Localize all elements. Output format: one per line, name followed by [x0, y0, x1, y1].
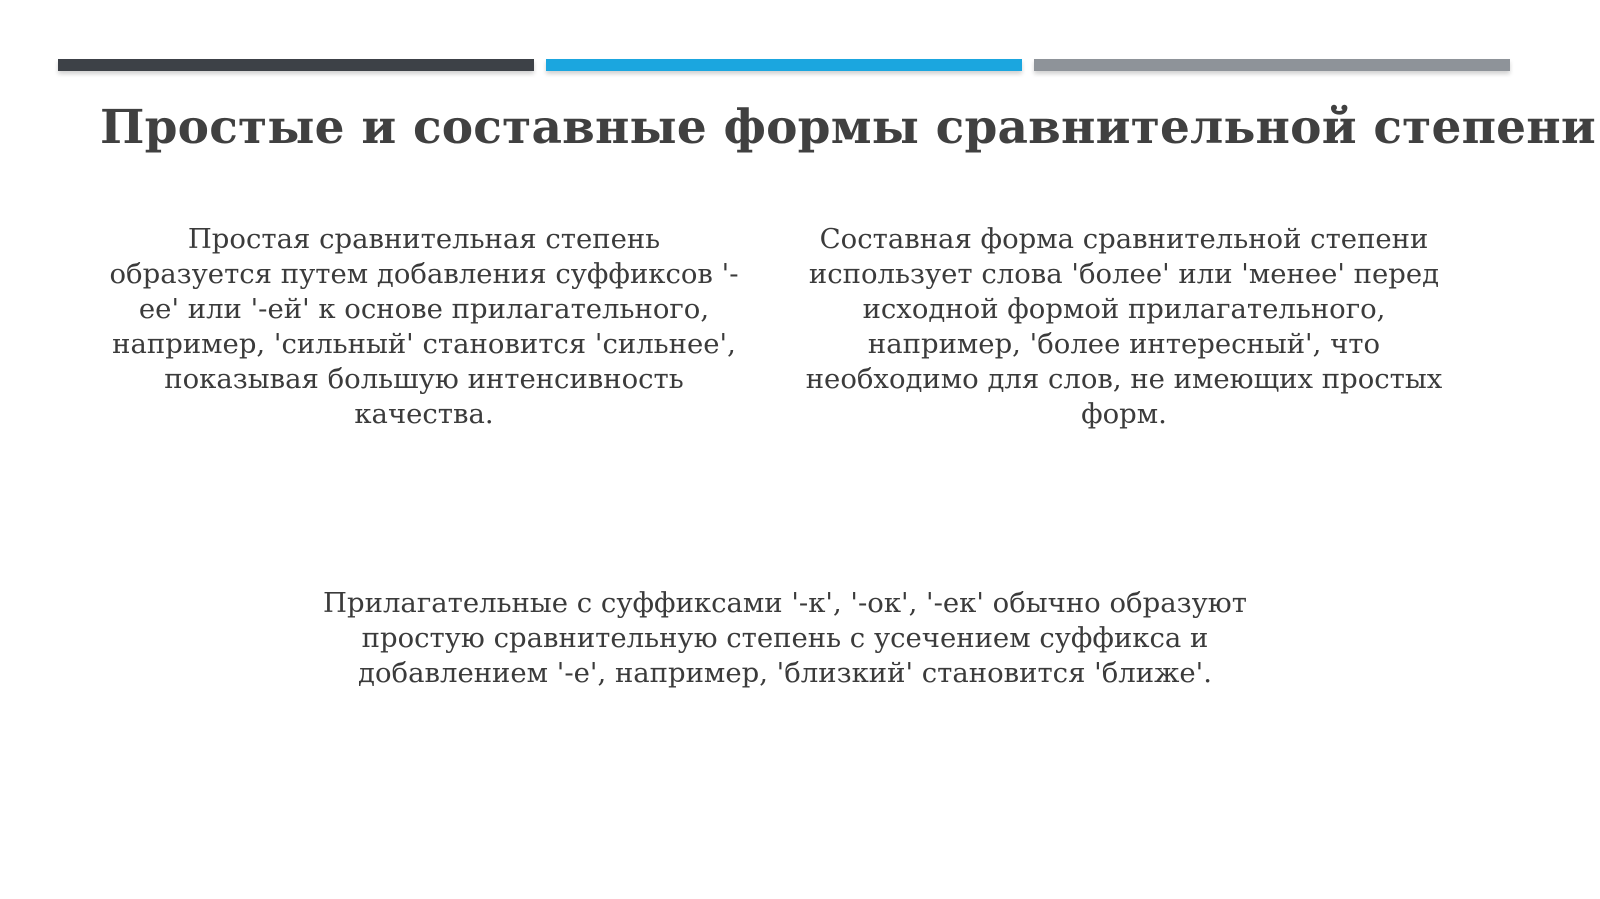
simple-form-text: Простая сравнительная степень образуется путем добавления суффиксов '-ее' или '-ей' к основе прилагательного, например, 'сильный' становится 'сильнее', показывая большую интенсивность качества. — [109, 223, 739, 430]
accent-bar-blue — [546, 59, 1022, 71]
accent-bar-dark — [58, 59, 534, 71]
compound-form-text: Составная форма сравнительной степени использует слова 'более' или 'менее' перед исходной формой прилагательного, например, 'более интересный', что необходимо для слов, не имеющих простых форм. — [805, 223, 1443, 430]
suffix-note-text: Прилагательные с суффиксами '-к', '-ок', '-ек' обычно образуют простую сравнительную степень с усечением суффикса и добавлением '-е', например, 'близкий' становится 'ближе'. — [323, 587, 1247, 689]
accent-bar-gray — [1034, 59, 1510, 71]
slide-title: Простые и составные формы сравнительной степени — [100, 100, 1596, 155]
